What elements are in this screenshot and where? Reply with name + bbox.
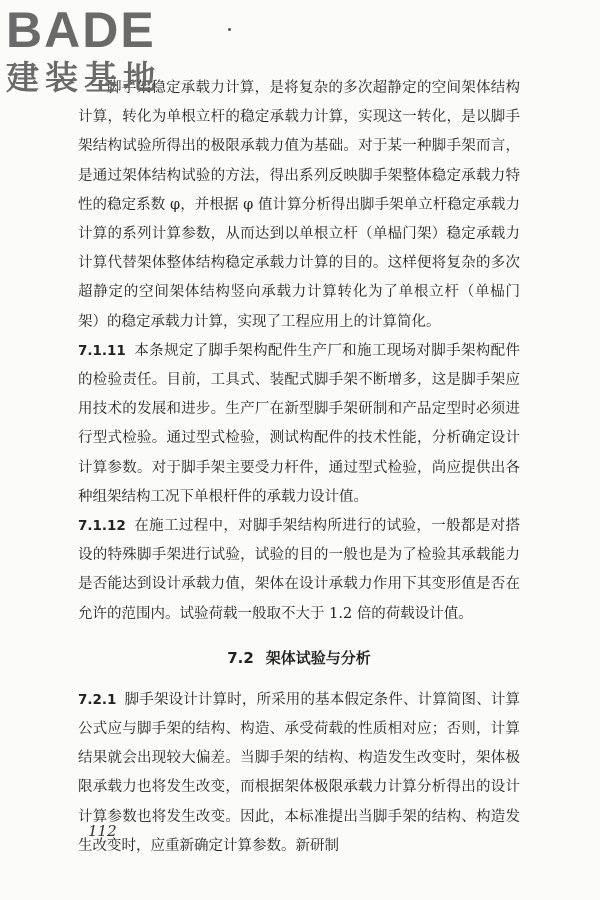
clause-number: 7.1.12: [78, 518, 126, 535]
paragraph-text: 在施工过程中，对脚手架结构所进行的试验，一般都是对搭设的特殊脚手架进行试验，试验的目的一般也是为了检验其承载能力是否能达到设计承载力值，架体在设计承载力作用下其变形值是否在允许的范围内。试验荷载一般取不大于 1.2 倍的荷载设计值。: [78, 518, 520, 622]
paragraph-text: 脚手架稳定承载力计算，是将复杂的多次超静定的空间架体结构计算，转化为单根立杆的稳定承载力计算，实现这一转化，是以脚手架结构试验所得出的极限承载力值为基础。对于某一种脚手架而言，是通过架体结构试验的方法，得出系列反映脚手架整体稳定承载力特性的稳定系数 φ，并根据 φ 值计算分析得出脚手架单立杆稳定承载力计算的系列计算参数，从而达到以单根立杆（单榀门架）稳定承载力计算代替架体整体结构稳定承载力计算的目的。这样便将复杂的多次超静定的空间架体结构竖向承载力计算转化为了单根立杆（单榀门架）的稳定承载力计算，实现了工程应用上的计算简化。: [78, 80, 520, 330]
speck-mark: [228, 28, 231, 31]
page-number: 112: [88, 822, 117, 840]
clause-number: 7.1.11: [78, 342, 126, 359]
paragraph-clause-7-2-1: [78, 686, 520, 861]
watermark-subtitle: 建装基地: [6, 58, 162, 97]
section-number: 7.2: [227, 648, 254, 667]
section-heading: [78, 629, 520, 686]
page-body: [78, 74, 520, 861]
paragraph-text: 本条规定了脚手架构配件生产厂和施工现场对脚手架构配件的检验责任。目前，工具式、装配式脚手架不断增多，这是脚手架应用技术的发展和进步。生产厂在新型脚手架研制和产品定型时必须进行型式检验。通过型式检验，测试构配件的技术性能，分析确定设计计算参数。对于脚手架主要受力杆件，通过型式检验，尚应提供出各种组架结构工况下单根杆件的承载力设计值。: [78, 342, 520, 505]
watermark-brand: BADE: [6, 2, 156, 58]
paragraph-clause-7-1-11: [78, 337, 520, 512]
paragraph-text: 脚手架设计计算时，所采用的基本假定条件、计算简图、计算公式应与脚手架的结构、构造、承受荷载的性质相对应；否则，计算结果就会出现较大偏差。当脚手架的结构、构造发生改变时，架体极限承载力也将发生改变，而根据架体极限承载力计算分析得出的设计计算参数也将发生改变。因此，本标准提出当脚手架的结构、构造发生改变时，应重新确定计算参数。新研制: [78, 691, 520, 854]
paragraph-intro: [78, 74, 520, 337]
clause-number: 7.2.1: [78, 691, 117, 708]
paragraph-clause-7-1-12: [78, 512, 520, 629]
watermark-logo: [6, 4, 181, 104]
section-title: 架体试验与分析: [265, 648, 371, 667]
